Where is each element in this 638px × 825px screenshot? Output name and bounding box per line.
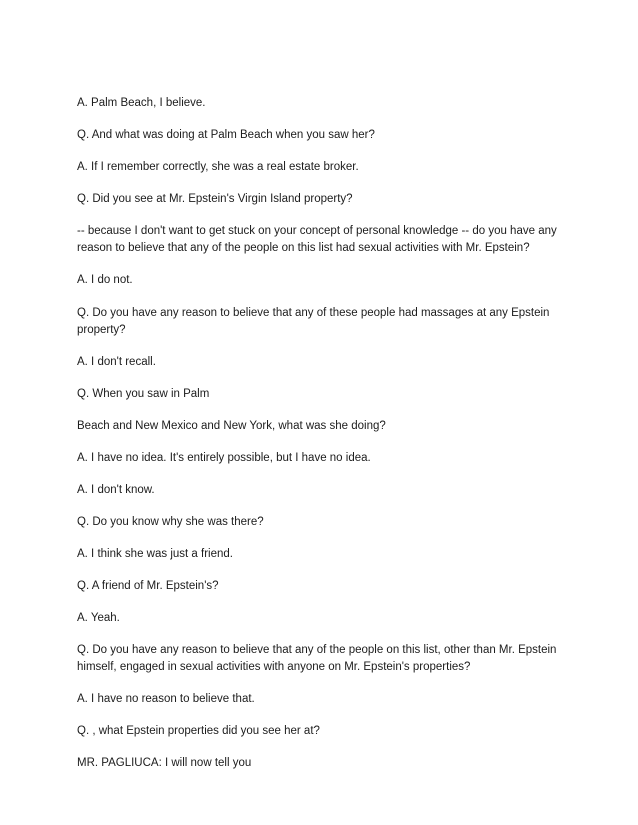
paragraph-question-other-than-epstein-line1: Q. Do you have any reason to believe that any of the people on this list, other than Mr. Epstein <box>77 644 557 656</box>
paragraph-answer-yeah: A. Yeah. <box>77 612 120 624</box>
paragraph-question-massages-line1: Q. Do you have any reason to believe that any of these people had massages at any Epstein <box>77 307 550 319</box>
paragraph-answer-no-idea: A. I have no idea. It's entirely possible, but I have no idea. <box>77 452 371 464</box>
paragraph-statement-pagliuca: MR. PAGLIUCA: I will now tell you <box>77 757 252 769</box>
paragraph-answer-dont-recall: A. I don't recall. <box>77 356 156 368</box>
paragraph-question-personal-knowledge-line2: reason to believe that any of the people on this list had sexual activities with Mr. Epstein? <box>77 242 530 254</box>
paragraph-answer-no-reason: A. I have no reason to believe that. <box>77 693 255 705</box>
paragraph-question-what-doing: Beach and New Mexico and New York, what was she doing? <box>77 420 386 432</box>
paragraph-question-friend-of-epstein: Q. A friend of Mr. Epstein's? <box>77 580 219 592</box>
paragraph-question-other-than-epstein-line2: himself, engaged in sexual activities with anyone on Mr. Epstein's properties? <box>77 661 471 673</box>
paragraph-question-virgin-island: Q. Did you see at Mr. Epstein's Virgin Island property? <box>77 193 353 205</box>
paragraph-question-massages-line2: property? <box>77 324 126 336</box>
paragraph-question-which-properties: Q. , what Epstein properties did you see her at? <box>77 725 320 737</box>
paragraph-answer-palm-beach: A. Palm Beach, I believe. <box>77 97 206 109</box>
paragraph-question-why-there: Q. Do you know why she was there? <box>77 516 264 528</box>
paragraph-answer-do-not: A. I do not. <box>77 274 133 286</box>
paragraph-question-personal-knowledge-line1: -- because I don't want to get stuck on your concept of personal knowledge -- do you have any <box>77 225 557 237</box>
paragraph-question-palm-beach-activity: Q. And what was doing at Palm Beach when you saw her? <box>77 129 375 141</box>
paragraph-answer-dont-know: A. I don't know. <box>77 484 155 496</box>
paragraph-answer-just-a-friend: A. I think she was just a friend. <box>77 548 233 560</box>
paragraph-answer-real-estate: A. If I remember correctly, she was a real estate broker. <box>77 161 359 173</box>
paragraph-question-saw-in-palm: Q. When you saw in Palm <box>77 388 210 400</box>
